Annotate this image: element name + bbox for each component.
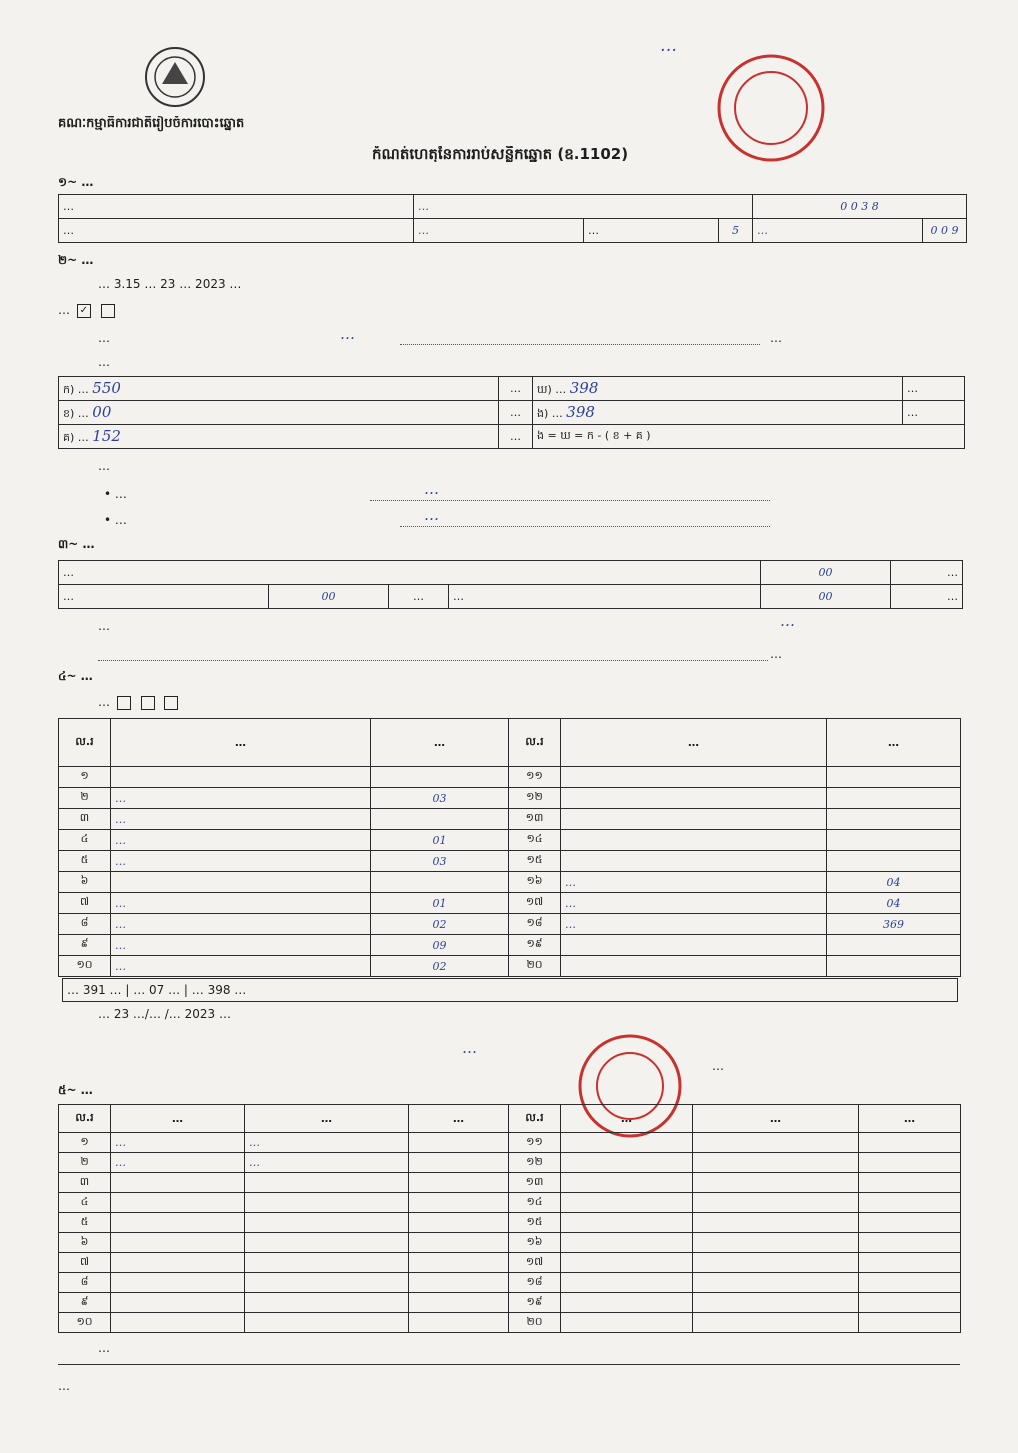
table-cell: … bbox=[111, 1153, 245, 1173]
table-cell bbox=[827, 851, 961, 872]
table-cell: 09 bbox=[371, 935, 509, 956]
s2-time-line-2: … ✓ bbox=[58, 302, 118, 318]
table-cell: … bbox=[111, 956, 371, 977]
org-name: គណៈកម្មាធិការជាតិរៀបចំការបោះឆ្នោត bbox=[58, 116, 245, 131]
table-cell bbox=[111, 1253, 245, 1273]
table-cell bbox=[561, 1273, 693, 1293]
s1-r2-label: … bbox=[59, 219, 414, 243]
table-cell: ២០ bbox=[509, 956, 561, 977]
table-cell bbox=[827, 956, 961, 977]
table-cell bbox=[693, 1133, 859, 1153]
table-cell bbox=[409, 1253, 509, 1273]
agent-signature-row bbox=[59, 1273, 961, 1293]
table-cell bbox=[245, 1273, 409, 1293]
table-cell: ១១ bbox=[509, 767, 561, 788]
table-cell: 03 bbox=[371, 788, 509, 809]
table-cell: 02 bbox=[371, 914, 509, 935]
table-cell: ១៥ bbox=[509, 851, 561, 872]
table-cell bbox=[409, 1133, 509, 1153]
section-4-heading: ៤~ … bbox=[58, 669, 93, 683]
table-cell: ៣ bbox=[59, 809, 111, 830]
s1-r1-label: … bbox=[59, 195, 414, 219]
table-cell: 01 bbox=[371, 830, 509, 851]
table-cell: 04 bbox=[827, 872, 961, 893]
table-cell: ១១ bbox=[509, 1133, 561, 1153]
table-cell: ១៣ bbox=[509, 1173, 561, 1193]
table-cell: ៣ bbox=[59, 1173, 111, 1193]
s2-after-line: … bbox=[98, 459, 110, 473]
table-cell bbox=[409, 1213, 509, 1233]
table-cell bbox=[859, 1133, 961, 1153]
table-cell: 01 bbox=[371, 893, 509, 914]
table-cell bbox=[245, 1193, 409, 1213]
party-votes-row bbox=[59, 809, 961, 830]
table-cell: ៨ bbox=[59, 914, 111, 935]
party-votes-row bbox=[59, 914, 961, 935]
table-cell: ៤ bbox=[59, 1193, 111, 1213]
table-cell: ១៤ bbox=[509, 1193, 561, 1213]
s1-r1-value: … bbox=[414, 195, 753, 219]
secretary-label: … bbox=[712, 1059, 724, 1073]
table-cell: ៨ bbox=[59, 1273, 111, 1293]
table-cell bbox=[245, 1233, 409, 1253]
table-cell bbox=[371, 767, 509, 788]
table-cell: ២ bbox=[59, 788, 111, 809]
table-cell: 02 bbox=[371, 956, 509, 977]
agent-signature-row bbox=[59, 1313, 961, 1333]
table-cell: … bbox=[561, 872, 827, 893]
table-cell bbox=[827, 788, 961, 809]
table-cell bbox=[859, 1253, 961, 1273]
table-cell bbox=[693, 1213, 859, 1233]
table-cell bbox=[371, 872, 509, 893]
checkbox-empty bbox=[164, 696, 178, 710]
table-cell bbox=[409, 1193, 509, 1213]
party-votes-row bbox=[59, 935, 961, 956]
s2-bullet-1: • … bbox=[104, 487, 127, 501]
table-cell bbox=[245, 1293, 409, 1313]
table-cell bbox=[561, 935, 827, 956]
table-cell: ១៩ bbox=[509, 935, 561, 956]
table-cell: ១៦ bbox=[509, 872, 561, 893]
table-cell bbox=[561, 1233, 693, 1253]
agent-signature-row bbox=[59, 1213, 961, 1233]
table-cell bbox=[561, 1253, 693, 1273]
table-cell: … bbox=[111, 1133, 245, 1153]
table-cell bbox=[409, 1233, 509, 1253]
table-cell bbox=[409, 1153, 509, 1173]
agent-signature-row bbox=[59, 1193, 961, 1213]
table-cell bbox=[561, 830, 827, 851]
table-cell bbox=[859, 1293, 961, 1313]
table-cell: … bbox=[245, 1133, 409, 1153]
s1-r2-num: 5 bbox=[719, 219, 753, 243]
s2-time-line: … 3.15 … 23 … 2023 … bbox=[98, 277, 242, 291]
section-2-heading: ២~ … bbox=[58, 253, 94, 267]
table-cell bbox=[561, 767, 827, 788]
chairman-signature: … bbox=[462, 1040, 477, 1056]
table-cell bbox=[111, 1233, 245, 1253]
date-line: … 23 …/… /… 2023 … bbox=[98, 1007, 231, 1021]
section-2-table bbox=[58, 376, 965, 449]
table-cell bbox=[561, 809, 827, 830]
agent-signature-row bbox=[59, 1173, 961, 1193]
section-5-table: ល.រ … … … ល.រ … … … ១ … … ១១ ២ … … ១២ ៣ ១៣ ៤ ១៤ ៥ ១៥ ៦ ១៦ ៧ ១៧ ៨ ១៨ ៩ ១៩ ១០ ២០ bbox=[58, 1104, 961, 1333]
party-votes-row bbox=[59, 872, 961, 893]
table-cell bbox=[693, 1253, 859, 1273]
table-cell: ១៥ bbox=[509, 1213, 561, 1233]
agent-signature-row bbox=[59, 1233, 961, 1253]
table-cell: … bbox=[111, 851, 371, 872]
table-cell: ៤ bbox=[59, 830, 111, 851]
table-cell: 369 bbox=[827, 914, 961, 935]
table-cell: ១៤ bbox=[509, 830, 561, 851]
table-cell bbox=[859, 1213, 961, 1233]
table-cell bbox=[111, 1213, 245, 1233]
table-cell: ១៧ bbox=[509, 1253, 561, 1273]
table-cell: ៩ bbox=[59, 935, 111, 956]
table-cell: ១២ bbox=[509, 1153, 561, 1173]
s2-intro: … bbox=[98, 355, 110, 369]
section-4-table: ល.រ … … ល.រ … … ១ ១១ ២ … 03 ១២ ៣ … ១៣ ៤ … 01 ១៤ ៥ … 03 ១៥ ៦ ១៦ … 04 ៧ … 01 ១៧ … 04 ៨ … 02 ១៨ … 369 ៩ … 09 ១៩ ១០ … 02 ២០ bbox=[58, 718, 961, 977]
s2-row: ខ) … 00 … ង) … 398 … bbox=[59, 401, 965, 425]
footer-form-ref: … bbox=[58, 1379, 70, 1393]
table-cell bbox=[409, 1313, 509, 1333]
table-cell: … bbox=[111, 809, 371, 830]
table-cell: ១៨ bbox=[509, 914, 561, 935]
table-cell bbox=[561, 851, 827, 872]
table-cell bbox=[409, 1273, 509, 1293]
section-5-heading: ៥~ … bbox=[58, 1083, 93, 1097]
table-cell: … bbox=[111, 788, 371, 809]
table-cell: ១៧ bbox=[509, 893, 561, 914]
table-cell: ៦ bbox=[59, 872, 111, 893]
table-cell bbox=[859, 1173, 961, 1193]
table-cell bbox=[111, 1313, 245, 1333]
table-cell bbox=[693, 1273, 859, 1293]
table-cell: … bbox=[561, 914, 827, 935]
table-cell: ១២ bbox=[509, 788, 561, 809]
table-cell bbox=[561, 788, 827, 809]
s2-bullet-2-value: … bbox=[424, 507, 439, 523]
s2-row: គ) … 152 … ង = ឃ = ក - ( ខ + គ ) bbox=[59, 425, 965, 449]
table-cell: ៦ bbox=[59, 1233, 111, 1253]
table-cell: … bbox=[111, 935, 371, 956]
table-cell: … bbox=[561, 893, 827, 914]
table-cell bbox=[111, 1193, 245, 1213]
table-cell bbox=[859, 1193, 961, 1213]
table-cell bbox=[561, 1133, 693, 1153]
s3-note-label: … bbox=[98, 619, 110, 633]
table-cell bbox=[561, 1173, 693, 1193]
s2-note-label: … bbox=[98, 331, 110, 345]
agent-signature-row bbox=[59, 1293, 961, 1313]
table-cell: … bbox=[111, 914, 371, 935]
s1-r1-code: 0 0 3 8 bbox=[753, 195, 967, 219]
table-cell bbox=[859, 1153, 961, 1173]
party-votes-row bbox=[59, 767, 961, 788]
checkbox-empty bbox=[101, 304, 115, 318]
party-votes-row bbox=[59, 851, 961, 872]
s2-note-value: … bbox=[340, 326, 355, 342]
table-cell: ១ bbox=[59, 767, 111, 788]
table-cell: ១០ bbox=[59, 1313, 111, 1333]
table-cell bbox=[111, 872, 371, 893]
receipt-note: … bbox=[660, 38, 677, 54]
section-1-table bbox=[58, 194, 967, 243]
table-cell bbox=[859, 1233, 961, 1253]
table-cell bbox=[111, 1173, 245, 1193]
s2-bullet-1-value: … bbox=[424, 481, 439, 497]
table-cell bbox=[827, 935, 961, 956]
agent-signature-row bbox=[59, 1253, 961, 1273]
agent-signature-row bbox=[59, 1153, 961, 1173]
table-cell bbox=[561, 956, 827, 977]
table-cell: ១ bbox=[59, 1133, 111, 1153]
table-cell bbox=[111, 1273, 245, 1293]
checkbox-checked: ✓ bbox=[77, 304, 91, 318]
s2-bullet-2: • … bbox=[104, 513, 127, 527]
form-title: កំណត់ហេតុនៃការរាប់សន្លឹកឆ្នោត (ឧ.1102) bbox=[372, 146, 629, 162]
table-cell bbox=[245, 1253, 409, 1273]
s1-r2-mid-label: … bbox=[584, 219, 719, 243]
table-cell bbox=[561, 1213, 693, 1233]
table-cell: … bbox=[111, 893, 371, 914]
table-cell bbox=[561, 1153, 693, 1173]
table-cell bbox=[827, 809, 961, 830]
s1-r2-code: 0 0 9 bbox=[923, 219, 967, 243]
nec-emblem-icon bbox=[140, 44, 210, 110]
agent-signature-row bbox=[59, 1133, 961, 1153]
s2-row: ក) … 550 … ឃ) … 398 … bbox=[59, 377, 965, 401]
table-cell: ៥ bbox=[59, 851, 111, 872]
table-cell: ១៦ bbox=[509, 1233, 561, 1253]
party-votes-row bbox=[59, 788, 961, 809]
s3-note-value: … bbox=[780, 613, 795, 629]
table-cell: ៧ bbox=[59, 1253, 111, 1273]
s2-fill-hint: … bbox=[770, 331, 782, 345]
table-cell: ៧ bbox=[59, 893, 111, 914]
checkbox-empty bbox=[141, 696, 155, 710]
official-stamp-icon bbox=[706, 50, 836, 166]
party-votes-row bbox=[59, 830, 961, 851]
s3-fill-hint: … bbox=[770, 647, 782, 661]
table-cell bbox=[245, 1313, 409, 1333]
table-cell bbox=[827, 830, 961, 851]
table-cell bbox=[693, 1293, 859, 1313]
checkbox-empty bbox=[117, 696, 131, 710]
table-cell: ២០ bbox=[509, 1313, 561, 1333]
party-votes-row bbox=[59, 956, 961, 977]
section-3-heading: ៣~ … bbox=[58, 537, 95, 551]
s4-intro: … bbox=[98, 694, 181, 710]
s1-r2-mid-value: … bbox=[753, 219, 923, 243]
table-cell bbox=[561, 1193, 693, 1213]
table-cell: 03 bbox=[371, 851, 509, 872]
table-cell: … bbox=[111, 830, 371, 851]
table-cell bbox=[859, 1273, 961, 1293]
party-votes-row bbox=[59, 893, 961, 914]
table-cell bbox=[859, 1313, 961, 1333]
table-cell bbox=[693, 1233, 859, 1253]
footer-note: … bbox=[98, 1341, 110, 1355]
table-cell: … bbox=[245, 1153, 409, 1173]
table-cell bbox=[693, 1173, 859, 1193]
table-cell: ៥ bbox=[59, 1213, 111, 1233]
table-cell: 04 bbox=[827, 893, 961, 914]
section-1-heading: ១~ … bbox=[58, 175, 94, 189]
section-3-table: … 00 … … 00 … … 00 … bbox=[58, 560, 963, 609]
table-cell bbox=[693, 1153, 859, 1173]
table-cell bbox=[693, 1313, 859, 1333]
table-cell bbox=[409, 1173, 509, 1193]
table-cell bbox=[371, 809, 509, 830]
table-cell bbox=[245, 1213, 409, 1233]
table-cell bbox=[111, 1293, 245, 1313]
table-cell: ១៩ bbox=[509, 1293, 561, 1313]
table-cell bbox=[561, 1293, 693, 1313]
s1-r2-value: … bbox=[414, 219, 584, 243]
table-cell: ១០ bbox=[59, 956, 111, 977]
table-cell bbox=[245, 1173, 409, 1193]
table-cell: ១៨ bbox=[509, 1273, 561, 1293]
s4-totals: … 391 … | … 07 … | … 398 … bbox=[62, 978, 958, 1002]
table-cell: ៩ bbox=[59, 1293, 111, 1313]
table-cell bbox=[409, 1293, 509, 1313]
table-cell: ១៣ bbox=[509, 809, 561, 830]
table-cell bbox=[827, 767, 961, 788]
table-cell: ២ bbox=[59, 1153, 111, 1173]
table-cell bbox=[561, 1313, 693, 1333]
table-cell bbox=[111, 767, 371, 788]
table-cell bbox=[693, 1193, 859, 1213]
